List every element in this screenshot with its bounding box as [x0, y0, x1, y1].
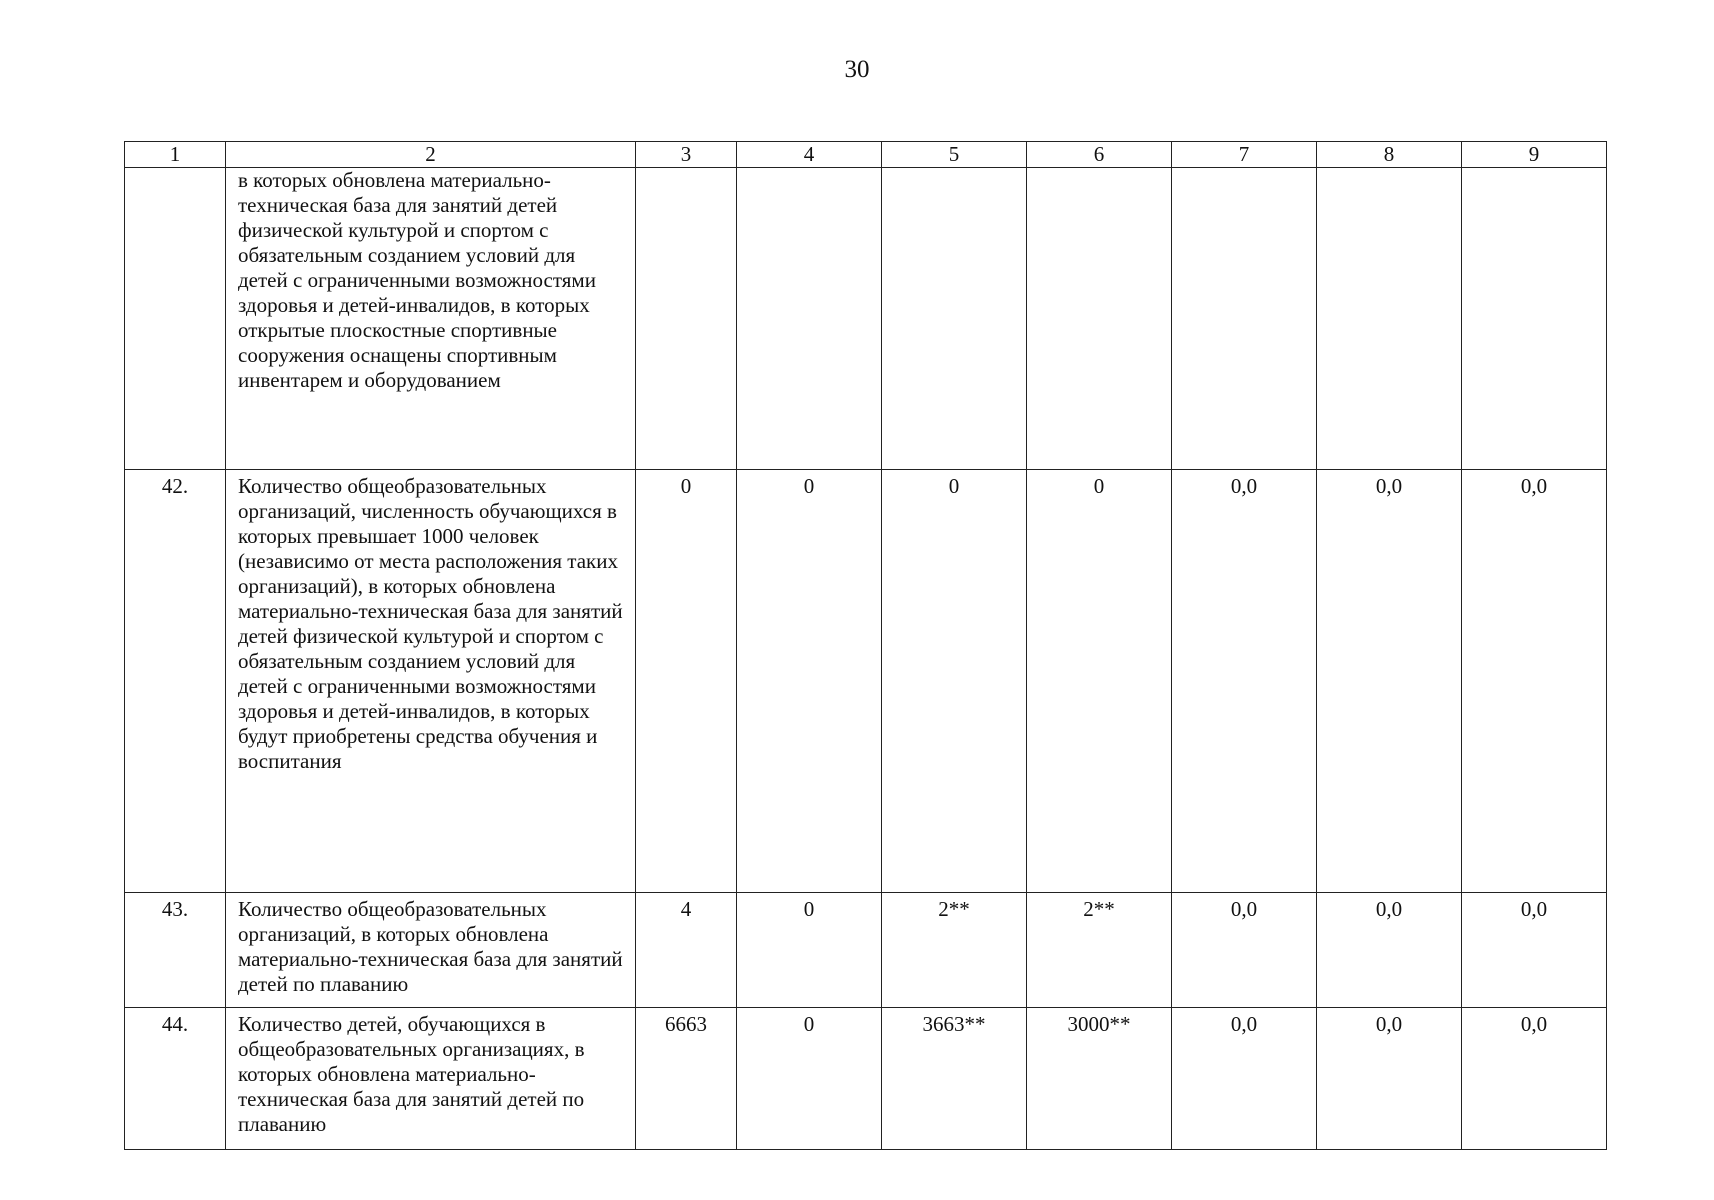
cell-value: 0,0	[1317, 893, 1462, 1008]
cell-value	[1027, 168, 1172, 470]
cell-value: 0,0	[1172, 1008, 1317, 1150]
data-table	[124, 141, 1607, 1150]
cell-value	[1462, 168, 1607, 470]
cell-value: 0,0	[1172, 893, 1317, 1008]
cell-value	[1317, 168, 1462, 470]
cell-value: 0	[737, 893, 882, 1008]
cell-value	[737, 168, 882, 470]
indicator-description: Количество общеобразовательных организаций, численность обучающихся в которых превышает 1000 человек (независимо от места расположения таких организаций), в которых обновлена материально-техническая база для занятий детей физической культурой и спортом с обязательным созданием условий для детей с ограниченными возможностями здоровья и детей-инвалидов, в которых будут приобретены средства обучения и воспитания	[226, 470, 636, 893]
cell-value: 0,0	[1462, 1008, 1607, 1150]
column-number: 2	[226, 142, 636, 168]
column-number: 1	[125, 142, 226, 168]
table-row	[125, 893, 1607, 1008]
table-row	[125, 168, 1607, 470]
cell-value: 0	[636, 470, 737, 893]
row-number	[125, 168, 226, 470]
column-number: 7	[1172, 142, 1317, 168]
cell-value: 0,0	[1172, 470, 1317, 893]
column-number: 8	[1317, 142, 1462, 168]
cell-value: 0	[882, 470, 1027, 893]
cell-value: 0	[737, 1008, 882, 1150]
column-number: 6	[1027, 142, 1172, 168]
table-row	[125, 1008, 1607, 1150]
row-number: 42.	[125, 470, 226, 893]
cell-value: 3000**	[1027, 1008, 1172, 1150]
column-number: 5	[882, 142, 1027, 168]
cell-value: 2**	[1027, 893, 1172, 1008]
cell-value: 6663	[636, 1008, 737, 1150]
cell-value	[636, 168, 737, 470]
table-row	[125, 470, 1607, 893]
cell-value: 4	[636, 893, 737, 1008]
cell-value	[882, 168, 1027, 470]
indicator-description: Количество детей, обучающихся в общеобразовательных организациях, в которых обновлена материально-техническая база для занятий детей по плаванию	[226, 1008, 636, 1150]
row-number: 44.	[125, 1008, 226, 1150]
cell-value	[1172, 168, 1317, 470]
cell-value: 3663**	[882, 1008, 1027, 1150]
column-number: 4	[737, 142, 882, 168]
cell-value: 0,0	[1462, 470, 1607, 893]
column-number-header-row	[125, 142, 1607, 168]
cell-value: 0,0	[1317, 1008, 1462, 1150]
cell-value: 0,0	[1317, 470, 1462, 893]
cell-value: 0	[737, 470, 882, 893]
indicator-description: в которых обновлена материально-техническая база для занятий детей физической культурой и спортом с обязательным созданием условий для детей с ограниченными возможностями здоровья и детей-инвалидов, в которых открытые плоскостные спортивные сооружения оснащены спортивным инвентарем и оборудованием	[226, 168, 636, 470]
column-number: 9	[1462, 142, 1607, 168]
indicator-description: Количество общеобразовательных организаций, в которых обновлена материально-техническая база для занятий детей по плаванию	[226, 893, 636, 1008]
row-number: 43.	[125, 893, 226, 1008]
page-number: 30	[844, 56, 870, 83]
cell-value: 0	[1027, 470, 1172, 893]
column-number: 3	[636, 142, 737, 168]
cell-value: 0,0	[1462, 893, 1607, 1008]
cell-value: 2**	[882, 893, 1027, 1008]
